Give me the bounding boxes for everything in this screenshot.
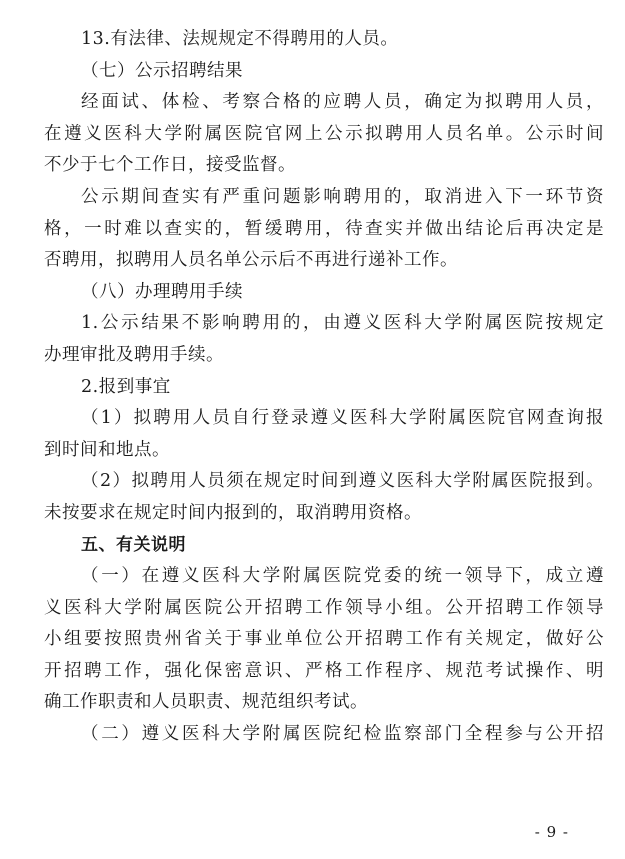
- text-line: 到时间和地点。: [44, 439, 170, 460]
- text-line: 否聘用，拟聘用人员名单公示后不再进行递补工作。: [44, 250, 458, 271]
- text-line: （二）遵义医科大学附属医院纪检监察部门全程参与公开招: [81, 724, 604, 745]
- text-line: （2）拟聘用人员须在规定时间到遵义医科大学附属医院报到。: [81, 471, 604, 492]
- section-heading-five: 五、有关说明: [81, 534, 186, 555]
- text-line: 开招聘工作，强化保密意识、严格工作程序、规范考试操作、明: [44, 660, 604, 681]
- text-line: （1）拟聘用人员自行登录遵义医科大学附属医院官网查询报: [81, 408, 604, 429]
- page-number: - 9 -: [534, 823, 569, 841]
- text-line: 不少于七个工作日，接受监督。: [44, 155, 296, 176]
- text-line: 13.有法律、法规规定不得聘用的人员。: [81, 29, 399, 49]
- document-body: [44, 24, 604, 751]
- subsection-heading: 2.报到事宜: [81, 376, 171, 397]
- text-line: 办理审批及聘用手续。: [44, 344, 224, 365]
- text-line: 公示期间查实有严重问题影响聘用的，取消进入下一环节资: [81, 186, 604, 207]
- text-line: 经面试、体检、考察合格的应聘人员，确定为拟聘用人员，: [81, 92, 604, 113]
- text-line: 在遵义医科大学附属医院官网上公示拟聘用人员名单。公示时间: [44, 123, 604, 144]
- text-line: 格，一时难以查实的，暂缓聘用，待查实并做出结论后再决定是: [44, 218, 604, 239]
- section-heading-eight: （八）办理聘用手续: [81, 281, 243, 302]
- text-line: 小组要按照贵州省关于事业单位公开招聘工作有关规定，做好公: [44, 629, 604, 650]
- text-line: 确工作职责和人员职责、规范组织考试。: [44, 692, 368, 713]
- text-line: 1.公示结果不影响聘用的，由遵义医科大学附属医院按规定: [81, 313, 604, 334]
- text-line: 义医科大学附属医院公开招聘工作领导小组。公开招聘工作领导: [44, 597, 604, 618]
- section-heading-seven: （七）公示招聘结果: [81, 60, 243, 81]
- text-line: （一）在遵义医科大学附属医院党委的统一领导下，成立遵: [81, 566, 604, 587]
- text-line: 未按要求在规定时间内报到的，取消聘用资格。: [44, 502, 422, 523]
